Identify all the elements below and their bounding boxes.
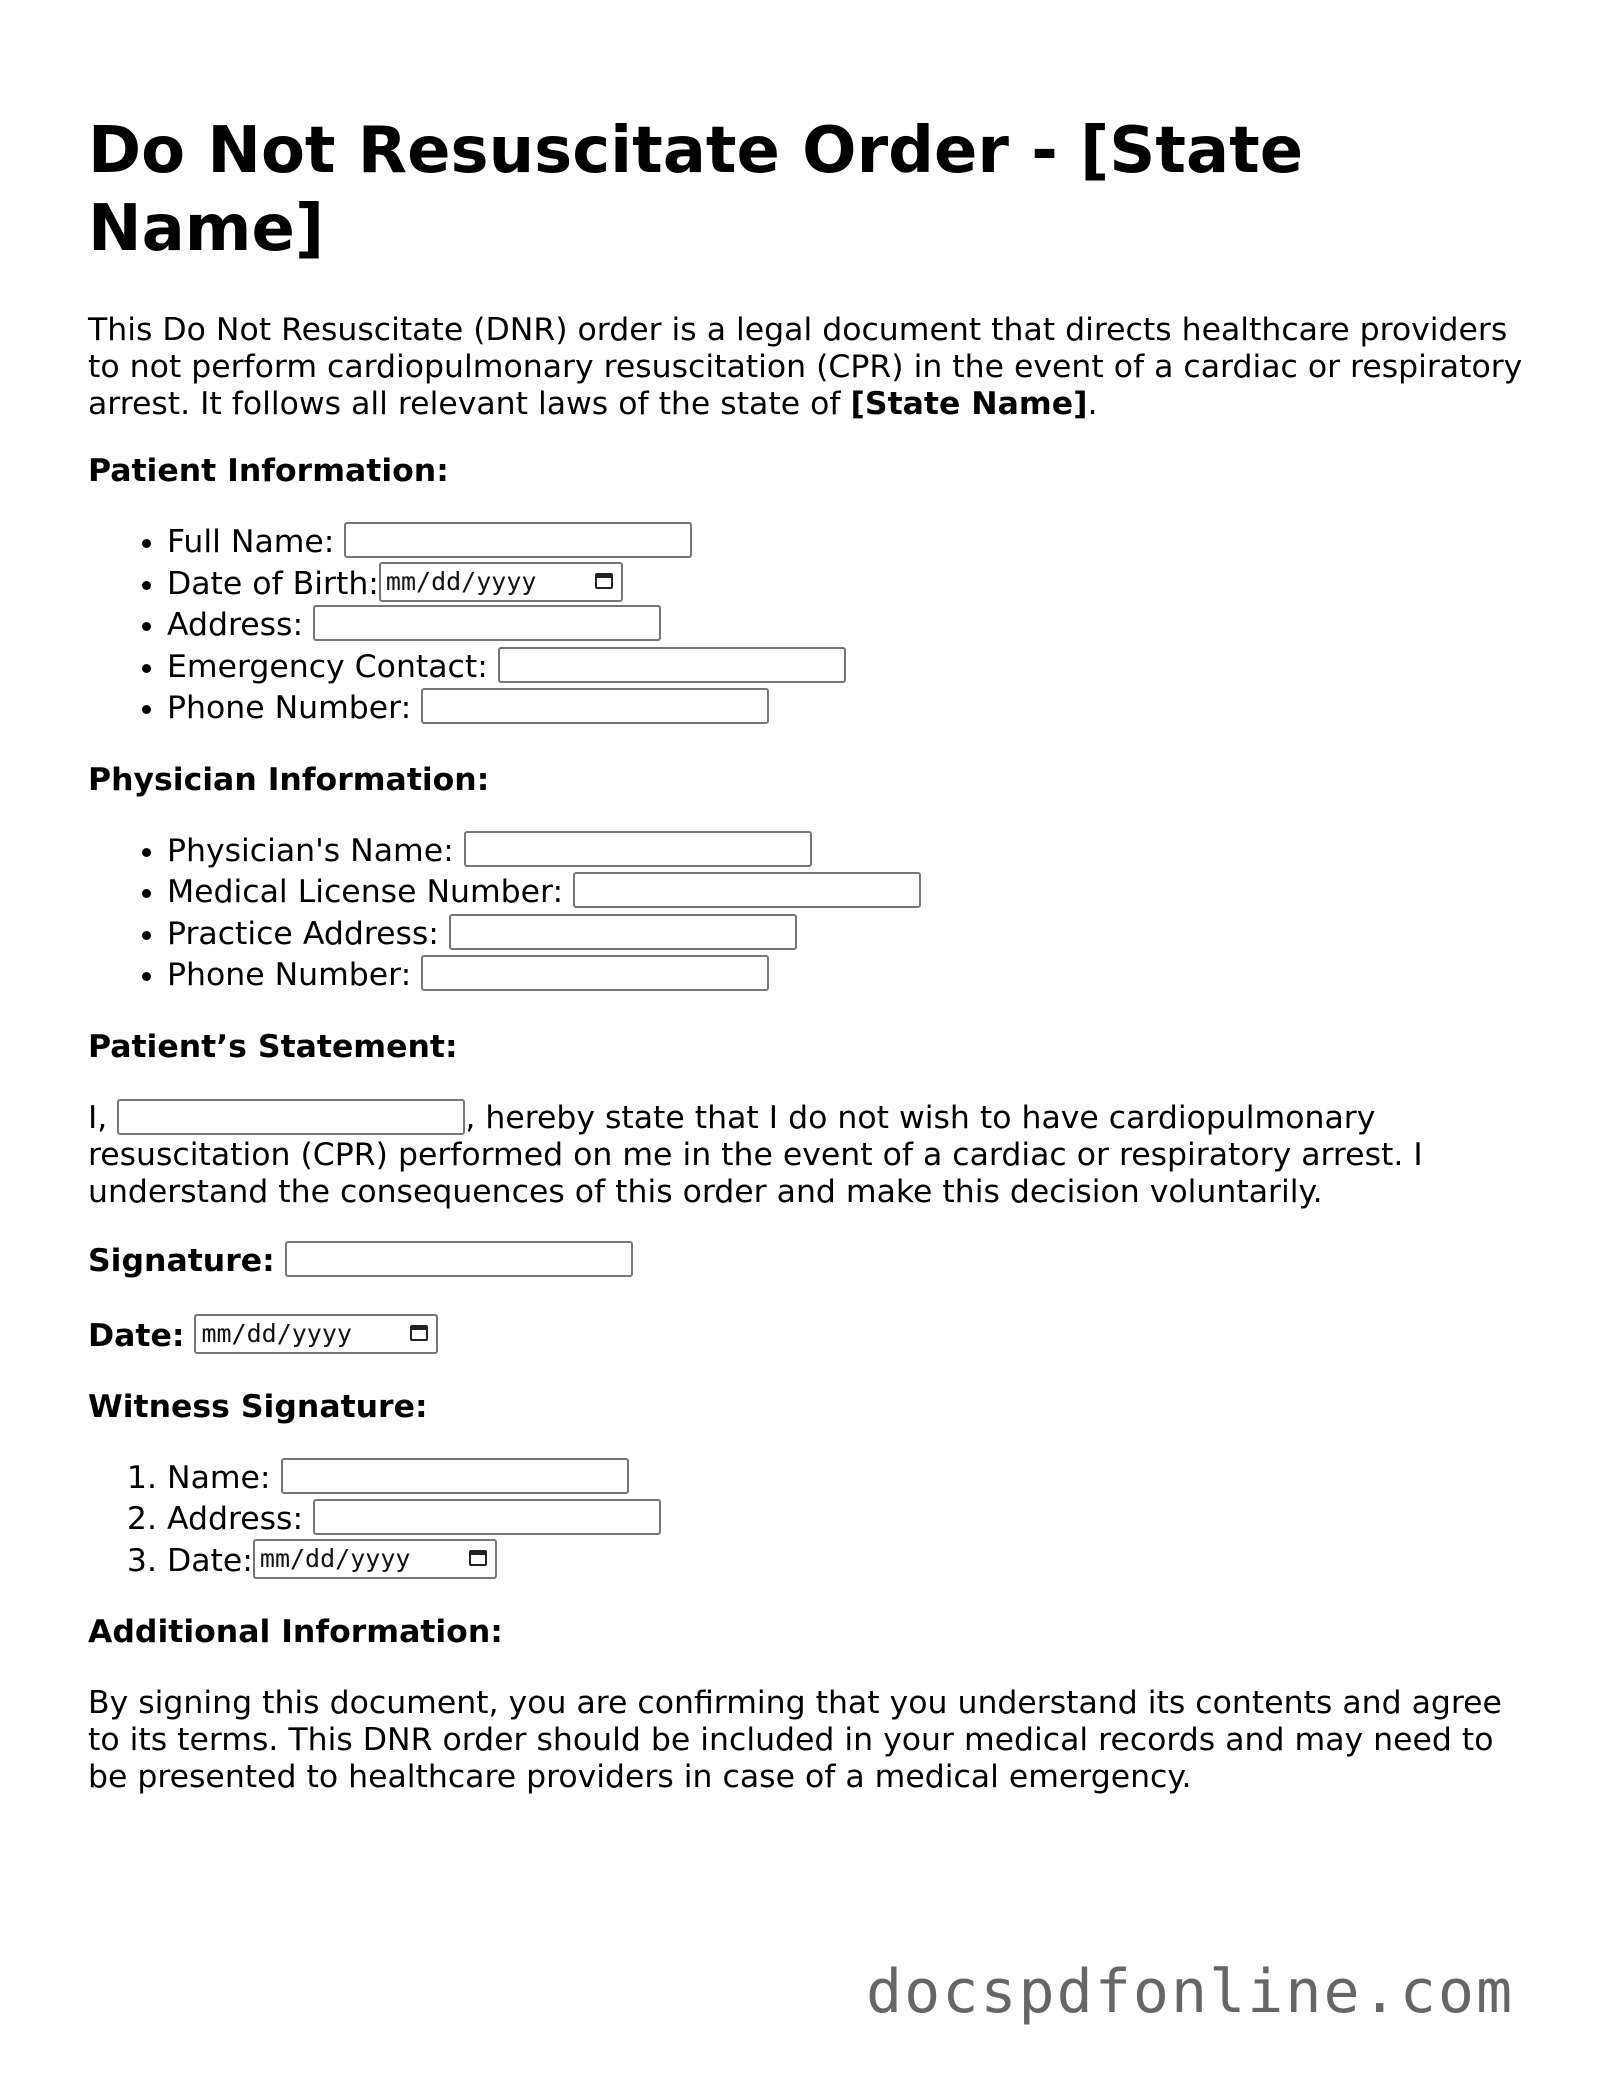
list-item	[167, 1499, 1528, 1541]
physician-phone-label: Phone Number:	[167, 957, 412, 993]
witness-name-label: Name:	[167, 1459, 271, 1496]
statement-name-input[interactable]	[117, 1099, 465, 1135]
patient-phone-input[interactable]	[421, 688, 769, 724]
intro-paragraph	[88, 312, 1528, 423]
list-item	[167, 1458, 1528, 1500]
practice-address-input[interactable]	[449, 914, 797, 950]
physician-name-input[interactable]	[464, 831, 812, 867]
witness-address-label: Address:	[167, 1501, 304, 1537]
statement-paragraph	[88, 1100, 1528, 1211]
watermark: docspdfonline.com	[866, 1957, 1515, 2027]
signature-label: Signature:	[88, 1242, 275, 1279]
intro-text-end: .	[1087, 386, 1098, 422]
witness-date-input[interactable]	[253, 1539, 497, 1579]
statement-text: , hereby state that I do not wish to have cardiopulmonary resuscitation (CPR) performed on me in the event of a cardiac or respiratory arrest. I understand the consequences of this order and make this decision voluntarily.	[88, 1099, 1423, 1210]
list-item	[167, 955, 1528, 997]
address-input[interactable]	[313, 605, 661, 641]
date-row	[88, 1316, 1528, 1357]
date-label: Date:	[88, 1317, 185, 1354]
patient-info-list	[88, 522, 1528, 730]
list-item	[167, 688, 1528, 730]
signature-row	[88, 1241, 1528, 1282]
witness-address-input[interactable]	[313, 1499, 661, 1535]
witness-heading: Witness Signature:	[88, 1388, 428, 1425]
dob-label: Date of Birth:	[167, 565, 379, 602]
list-item	[167, 605, 1528, 647]
address-label: Address:	[167, 607, 304, 643]
list-item	[167, 831, 1528, 873]
witness-name-input[interactable]	[281, 1458, 629, 1494]
calendar-icon[interactable]	[469, 1550, 487, 1566]
list-item	[167, 914, 1528, 956]
patient-info-heading: Patient Information:	[88, 453, 449, 489]
document-page	[88, 0, 1528, 1796]
patient-phone-label: Phone Number:	[167, 690, 412, 726]
additional-heading: Additional Information:	[88, 1614, 503, 1650]
witness-date-label: Date:	[167, 1542, 253, 1579]
full-name-label: Full Name:	[167, 524, 335, 560]
license-label: Medical License Number:	[167, 874, 564, 910]
physician-phone-input[interactable]	[421, 955, 769, 991]
signature-input[interactable]	[285, 1241, 633, 1277]
physician-info-list	[88, 831, 1528, 997]
intro-state-name: [State Name]	[850, 386, 1088, 422]
witness-date-placeholder: mm/dd/yyyy	[259, 1543, 411, 1573]
license-number-input[interactable]	[573, 872, 921, 908]
list-item	[167, 564, 1528, 606]
dob-date-input[interactable]	[379, 562, 623, 602]
additional-paragraph: By signing this document, you are confirming that you understand its contents and agree to its terms. This DNR order should be included in your medical records and may need to be presented to healthcare providers in case of a medical emergency.	[88, 1685, 1502, 1795]
emergency-contact-label: Emergency Contact:	[167, 648, 488, 685]
full-name-input[interactable]	[344, 522, 692, 558]
physician-info-heading: Physician Information:	[88, 761, 490, 798]
witness-list	[88, 1458, 1528, 1583]
list-item	[167, 522, 1528, 564]
dob-placeholder: mm/dd/yyyy	[385, 566, 537, 596]
practice-address-label: Practice Address:	[167, 915, 439, 952]
calendar-icon[interactable]	[410, 1325, 428, 1341]
list-item	[167, 1541, 1528, 1583]
physician-name-label: Physician's Name:	[167, 832, 454, 869]
list-item	[167, 647, 1528, 689]
statement-prefix: I,	[88, 1099, 118, 1136]
list-item	[167, 872, 1528, 914]
statement-heading: Patient’s Statement:	[88, 1028, 458, 1065]
emergency-contact-input[interactable]	[498, 647, 846, 683]
page-title: Do Not Resuscitate Order - [State Name]	[88, 114, 1304, 266]
intro-text: This Do Not Resuscitate (DNR) order is a legal document that directs healthcare providers to not perform cardiopulmonary resuscitation (CPR) in the event of a cardiac or respiratory arrest. It follows all relevant laws of the state of	[88, 312, 1523, 422]
signature-date-input[interactable]	[194, 1314, 438, 1354]
date-placeholder: mm/dd/yyyy	[201, 1318, 352, 1348]
calendar-icon[interactable]	[595, 573, 613, 589]
